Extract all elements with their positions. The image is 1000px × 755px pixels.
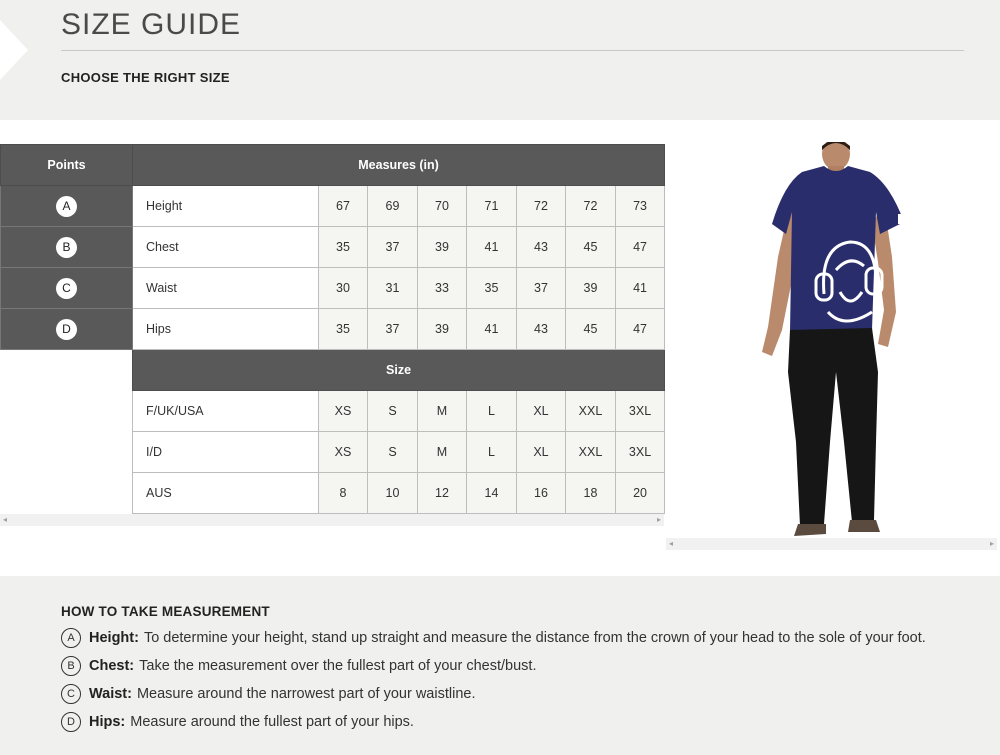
instruction-term: Height: xyxy=(89,630,139,646)
sleeve-logo xyxy=(898,214,905,224)
instruction-waist xyxy=(61,684,475,704)
point-badge: B xyxy=(61,656,81,676)
size-table xyxy=(0,144,665,514)
measure-value: 41 xyxy=(467,309,517,350)
measure-label: Hips xyxy=(133,309,319,350)
measure-value: 39 xyxy=(566,268,616,309)
measure-value: 39 xyxy=(418,227,467,268)
size-system-label: AUS xyxy=(133,473,319,514)
size-value: XXL xyxy=(566,432,616,473)
size-value: XS xyxy=(319,391,368,432)
measure-value: 71 xyxy=(467,186,517,227)
point-badge: A xyxy=(61,628,81,648)
size-value: S xyxy=(368,432,418,473)
instruction-term: Hips: xyxy=(89,714,126,730)
measure-value: 72 xyxy=(566,186,616,227)
point-cell xyxy=(1,227,133,268)
measure-value: 45 xyxy=(566,227,616,268)
table-header-row xyxy=(1,145,665,186)
instruction-chest xyxy=(61,656,536,676)
measure-value: 37 xyxy=(368,309,418,350)
instruction-text: Take the measurement over the fullest part of your chest/bust. xyxy=(139,658,537,674)
size-value: XL xyxy=(517,432,566,473)
model-pants xyxy=(788,328,878,526)
size-value: L xyxy=(467,391,517,432)
size-row xyxy=(1,391,665,432)
size-value: 18 xyxy=(566,473,616,514)
measure-value: 41 xyxy=(616,268,665,309)
model-image xyxy=(740,142,920,538)
table-horizontal-scrollbar[interactable] xyxy=(0,514,664,526)
size-table-body xyxy=(1,145,665,514)
size-system-label: I/D xyxy=(133,432,319,473)
measure-value: 39 xyxy=(418,309,467,350)
measure-value: 35 xyxy=(319,309,368,350)
point-badge: C xyxy=(56,278,77,299)
header-arrow-decoration xyxy=(0,20,28,80)
size-value: 8 xyxy=(319,473,368,514)
measure-value: 43 xyxy=(517,309,566,350)
size-value: XL xyxy=(517,391,566,432)
measure-value: 47 xyxy=(616,309,665,350)
point-cell xyxy=(1,268,133,309)
measure-value: 69 xyxy=(368,186,418,227)
measure-value: 37 xyxy=(517,268,566,309)
blank-cell xyxy=(1,432,133,473)
measure-value: 31 xyxy=(368,268,418,309)
size-row xyxy=(1,473,665,514)
measure-label: Height xyxy=(133,186,319,227)
point-cell xyxy=(1,309,133,350)
size-system-label: F/UK/USA xyxy=(133,391,319,432)
instruction-text: Measure around the fullest part of your hips. xyxy=(130,714,414,730)
measure-value: 67 xyxy=(319,186,368,227)
model-right-foot xyxy=(848,520,880,532)
image-scroll-right-arrow-icon[interactable]: ▸ xyxy=(989,539,994,548)
instruction-term: Chest: xyxy=(89,658,135,674)
size-value: 14 xyxy=(467,473,517,514)
measure-value: 41 xyxy=(467,227,517,268)
model-left-foot xyxy=(794,524,826,536)
size-value: XS xyxy=(319,432,368,473)
blank-cell xyxy=(1,350,133,391)
measure-value: 45 xyxy=(566,309,616,350)
blank-cell xyxy=(1,473,133,514)
measure-value: 73 xyxy=(616,186,665,227)
measures-header: Measures (in) xyxy=(133,145,665,186)
instruction-height xyxy=(61,628,926,648)
point-badge: D xyxy=(56,319,77,340)
size-value: L xyxy=(467,432,517,473)
image-scroll-left-arrow-icon[interactable]: ◂ xyxy=(669,539,674,548)
measure-value: 30 xyxy=(319,268,368,309)
point-badge: A xyxy=(56,196,77,217)
measure-value: 33 xyxy=(418,268,467,309)
size-header: Size xyxy=(133,350,665,391)
scroll-left-arrow-icon[interactable]: ◂ xyxy=(3,515,8,524)
size-value: 20 xyxy=(616,473,665,514)
measure-value: 35 xyxy=(319,227,368,268)
point-badge: B xyxy=(56,237,77,258)
page-title: SIZE GUIDE xyxy=(61,8,242,41)
size-value: M xyxy=(418,391,467,432)
measure-row-chest xyxy=(1,227,665,268)
size-value: S xyxy=(368,391,418,432)
blank-cell xyxy=(1,391,133,432)
measure-label: Chest xyxy=(133,227,319,268)
point-cell xyxy=(1,186,133,227)
how-to-measure-title: HOW TO TAKE MEASUREMENT xyxy=(61,604,270,619)
instruction-text: Measure around the narrowest part of your waistline. xyxy=(136,686,476,702)
instruction-hips xyxy=(61,712,414,732)
measure-value: 43 xyxy=(517,227,566,268)
measure-value: 37 xyxy=(368,227,418,268)
size-value: M xyxy=(418,432,467,473)
measure-row-hips xyxy=(1,309,665,350)
size-value: 3XL xyxy=(616,432,665,473)
size-header-row xyxy=(1,350,665,391)
size-value: XXL xyxy=(566,391,616,432)
scroll-right-arrow-icon[interactable]: ▸ xyxy=(656,515,661,524)
measure-value: 47 xyxy=(616,227,665,268)
measure-value: 70 xyxy=(418,186,467,227)
measure-value: 72 xyxy=(517,186,566,227)
page-header xyxy=(0,0,1000,120)
instruction-text: To determine your height, stand up straight and measure the distance from the crown of your head to the sole of your foot. xyxy=(143,630,926,646)
point-badge: D xyxy=(61,712,81,732)
how-to-measure-section xyxy=(0,576,1000,755)
size-value: 3XL xyxy=(616,391,665,432)
image-horizontal-scrollbar[interactable] xyxy=(666,538,997,550)
page-subtitle: CHOOSE THE RIGHT SIZE xyxy=(61,70,230,85)
measure-row-waist xyxy=(1,268,665,309)
size-row xyxy=(1,432,665,473)
instruction-term: Waist: xyxy=(89,686,132,702)
title-divider xyxy=(61,50,964,51)
points-header: Points xyxy=(1,145,133,186)
measure-value: 35 xyxy=(467,268,517,309)
size-value: 12 xyxy=(418,473,467,514)
size-table-container xyxy=(0,144,664,524)
measure-label: Waist xyxy=(133,268,319,309)
point-badge: C xyxy=(61,684,81,704)
size-value: 10 xyxy=(368,473,418,514)
measure-row-height xyxy=(1,186,665,227)
size-value: 16 xyxy=(517,473,566,514)
